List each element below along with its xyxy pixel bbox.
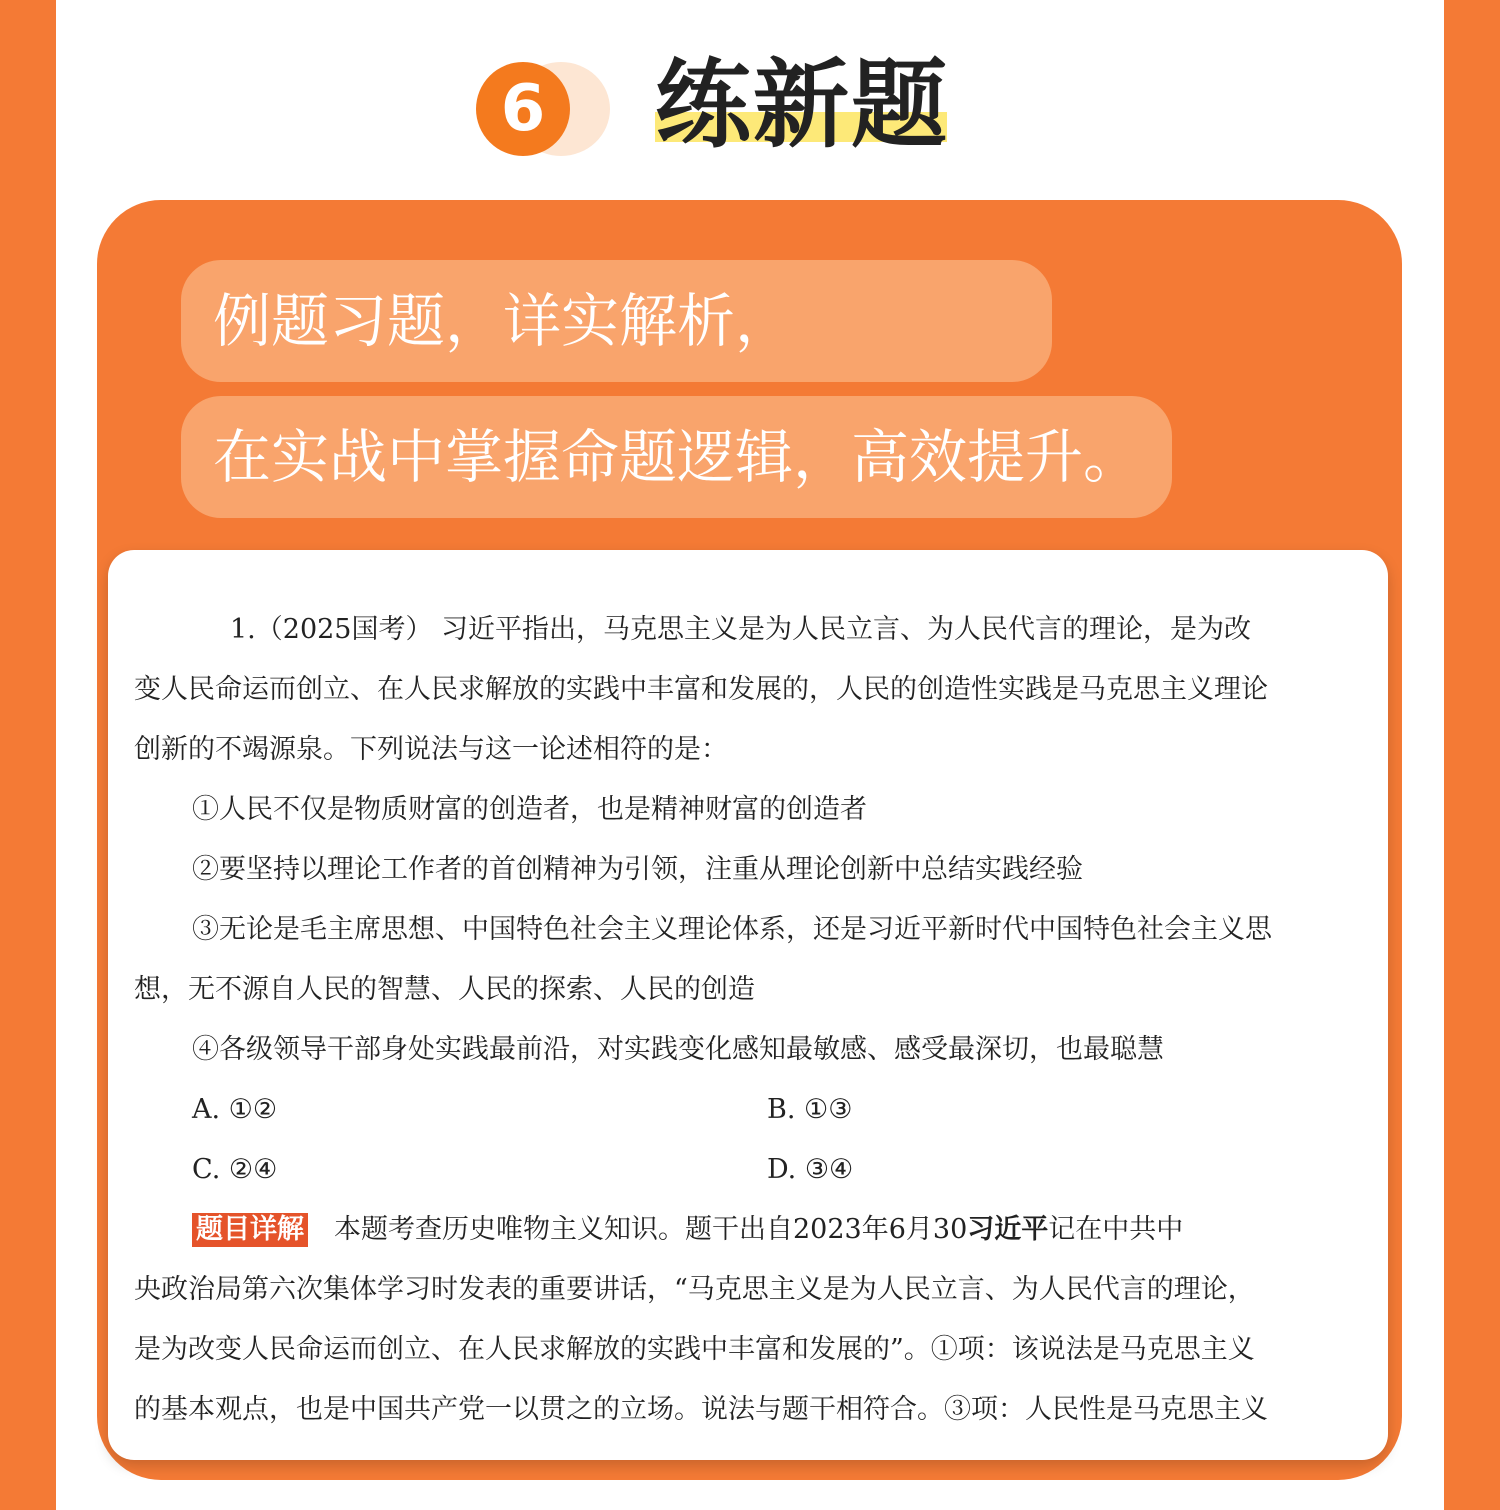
question-stem-line: 创新的不竭源泉。下列说法与这一论述相符的是： bbox=[134, 734, 728, 765]
explanation-text: 本题考查历史唯物主义知识。题干出自2023年6月30 bbox=[334, 1214, 968, 1245]
option-b: B. ①③ bbox=[767, 1094, 853, 1125]
statement-4: ④各级领导干部身处实践最前沿，对实践变化感知最敏感、感受最深切，也最聪慧 bbox=[192, 1034, 1164, 1065]
question-stem-line: 变人民命运而创立、在人民求解放的实践中丰富和发展的，人民的创造性实践是马克思主义理论 bbox=[134, 674, 1268, 705]
question-card bbox=[108, 550, 1388, 1460]
options-row bbox=[134, 1070, 1364, 1130]
explanation-line: 央政治局第六次集体学习时发表的重要讲话，“马克思主义是为人民立言、为人民代言的理论， bbox=[134, 1274, 1255, 1305]
question-stem-line: 1.（2025国考） 习近平指出，马克思主义是为人民立言、为人民代言的理论，是为改 bbox=[230, 614, 1252, 645]
options-row bbox=[134, 1130, 1364, 1190]
explanation-tag: 题目详解 bbox=[192, 1213, 308, 1247]
explanation-line: 的基本观点，也是中国共产党一以贯之的立场。说法与题干相符合。③项：人民性是马克思主义 bbox=[134, 1394, 1268, 1425]
statement-2: ②要坚持以理论工作者的首创精神为引领，注重从理论创新中总结实践经验 bbox=[192, 854, 1083, 885]
section-number-badge: 6 bbox=[476, 62, 570, 156]
statement-3-cont: 想，无不源自人民的智慧、人民的探索、人民的创造 bbox=[134, 974, 755, 1005]
option-d: D. ③④ bbox=[767, 1154, 854, 1185]
section-title-wrap bbox=[655, 50, 949, 160]
option-c: C. ②④ bbox=[192, 1154, 278, 1185]
intro-line-2: 在实战中掌握命题逻辑，高效提升。 bbox=[181, 396, 1172, 518]
question-text bbox=[134, 590, 1364, 1430]
statement-3: ③无论是毛主席思想、中国特色社会主义理论体系，还是习近平新时代中国特色社会主义思 bbox=[192, 914, 1272, 945]
section-title: 练新题 bbox=[655, 49, 949, 161]
statement-1: ①人民不仅是物质财富的创造者，也是精神财富的创造者 bbox=[192, 794, 867, 825]
explanation-line: 是为改变人民命运而创立、在人民求解放的实践中丰富和发展的”。①项：该说法是马克思主义 bbox=[134, 1334, 1255, 1365]
option-a: A. ①② bbox=[192, 1094, 278, 1125]
intro-line-1: 例题习题，详实解析， bbox=[181, 260, 1052, 382]
explanation-line bbox=[134, 1190, 1364, 1250]
explanation-text: 记在中共中 bbox=[1048, 1214, 1184, 1245]
explanation-bold: 习近平 bbox=[967, 1214, 1049, 1245]
